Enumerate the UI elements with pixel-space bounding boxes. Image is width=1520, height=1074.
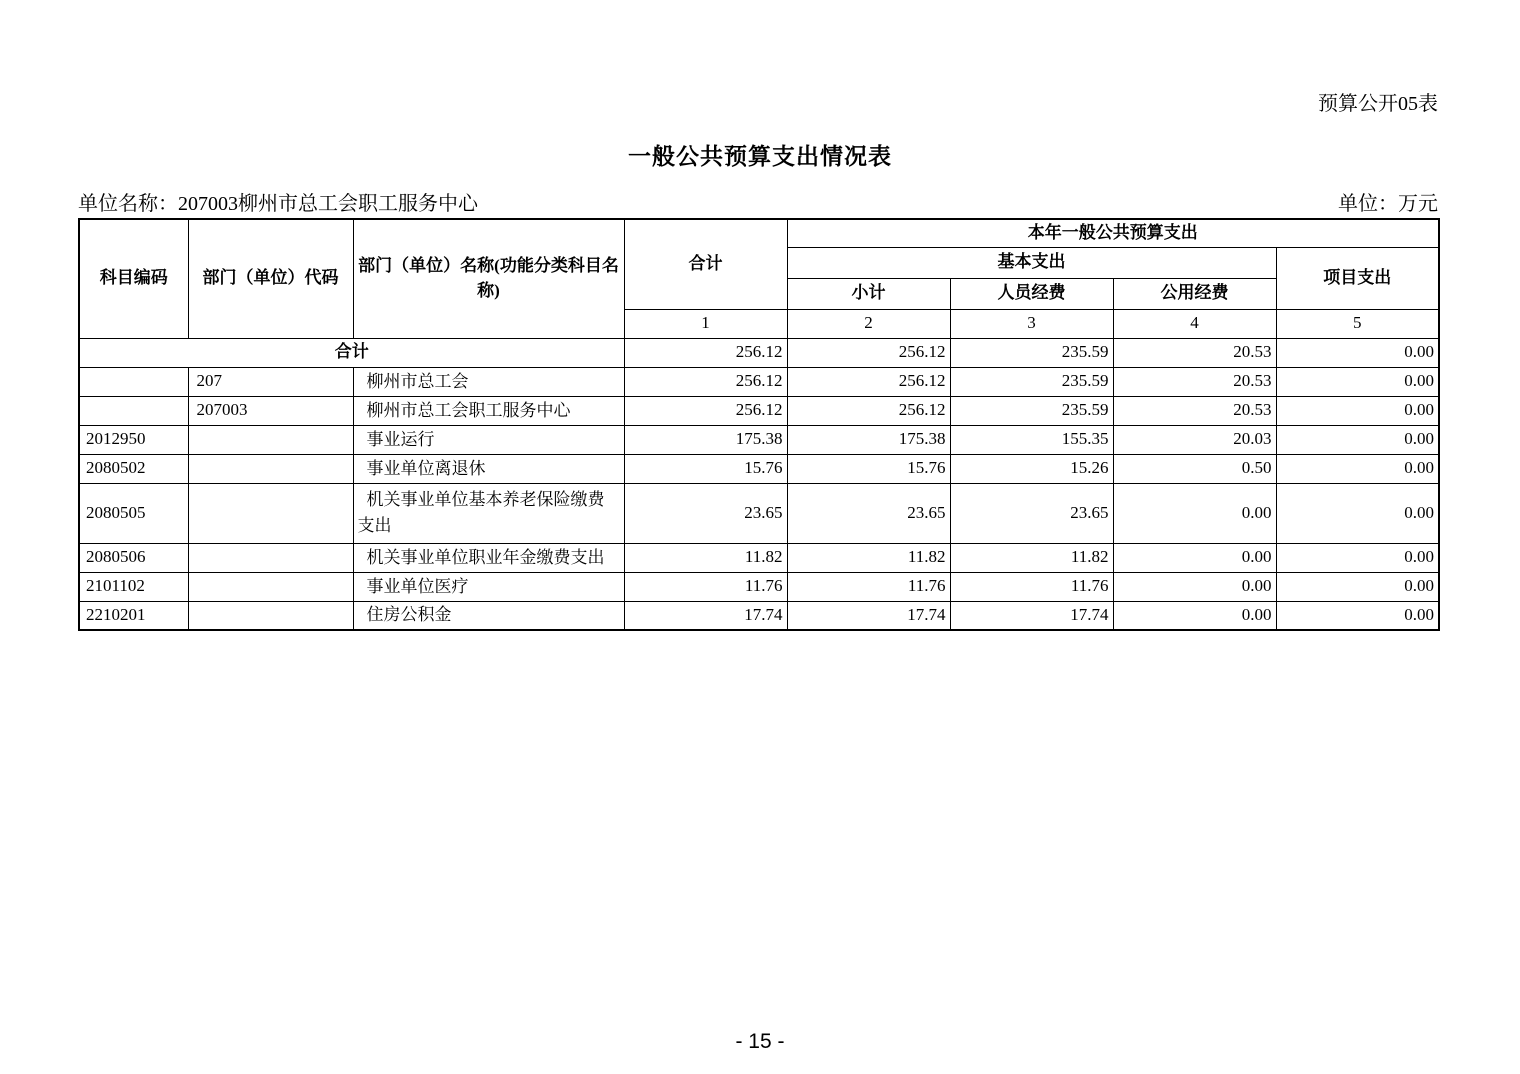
cell-personnel-expense: 15.26 — [950, 454, 1113, 483]
table-row — [79, 483, 1439, 543]
cell-total: 15.76 — [624, 454, 787, 483]
cell-dept-code — [188, 454, 353, 483]
budget-table — [78, 218, 1440, 631]
header-project-expenditure: 项目支出 — [1276, 247, 1439, 309]
cell-dept-name: 事业运行 — [353, 425, 624, 454]
cell-public-expense: 0.00 — [1113, 483, 1276, 543]
cell-subtotal: 175.38 — [787, 425, 950, 454]
cell-dept-code — [188, 572, 353, 601]
cell-subtotal: 256.12 — [787, 338, 950, 367]
cell-public-expense: 20.53 — [1113, 396, 1276, 425]
cell-total: 256.12 — [624, 367, 787, 396]
cell-grand-total-label: 合计 — [79, 338, 624, 367]
cell-total: 256.12 — [624, 338, 787, 367]
cell-subject-code: 2210201 — [79, 601, 188, 630]
cell-personnel-expense: 155.35 — [950, 425, 1113, 454]
cell-personnel-expense: 11.82 — [950, 543, 1113, 572]
cell-subtotal: 23.65 — [787, 483, 950, 543]
cell-subject-code: 2080505 — [79, 483, 188, 543]
header-dept-name: 部门（单位）名称(功能分类科目名称) — [353, 219, 624, 338]
page-title: 一般公共预算支出情况表 — [628, 144, 892, 169]
cell-project-expense: 0.00 — [1276, 483, 1439, 543]
form-number-label: 预算公开05表 — [1318, 93, 1438, 115]
cell-dept-code — [188, 425, 353, 454]
cell-personnel-expense: 23.65 — [950, 483, 1113, 543]
cell-public-expense: 20.03 — [1113, 425, 1276, 454]
table-row — [79, 601, 1439, 630]
meta-row — [78, 187, 1438, 216]
cell-dept-code: 207003 — [188, 396, 353, 425]
cell-subject-code: 2012950 — [79, 425, 188, 454]
cell-subtotal: 11.76 — [787, 572, 950, 601]
cell-total: 175.38 — [624, 425, 787, 454]
cell-subject-code: 2101102 — [79, 572, 188, 601]
header-total: 合计 — [624, 219, 787, 309]
cell-total: 11.82 — [624, 543, 787, 572]
cell-project-expense: 0.00 — [1276, 338, 1439, 367]
table-row — [79, 367, 1439, 396]
cell-subtotal: 256.12 — [787, 367, 950, 396]
header-dept-code: 部门（单位）代码 — [188, 219, 353, 338]
header-basic-expenditure: 基本支出 — [787, 247, 1276, 278]
cell-personnel-expense: 11.76 — [950, 572, 1113, 601]
cell-subject-code: 2080502 — [79, 454, 188, 483]
cell-public-expense: 0.00 — [1113, 601, 1276, 630]
cell-dept-name: 住房公积金 — [353, 601, 624, 630]
cell-subject-code — [79, 367, 188, 396]
cell-project-expense: 0.00 — [1276, 367, 1439, 396]
header-subtotal: 小计 — [787, 278, 950, 309]
table-row — [79, 454, 1439, 483]
unit-measure-label: 单位：万元 — [1338, 193, 1438, 215]
column-number-5: 5 — [1276, 309, 1439, 338]
header-subject-code: 科目编码 — [79, 219, 188, 338]
cell-subject-code — [79, 396, 188, 425]
table-row — [79, 543, 1439, 572]
cell-total: 23.65 — [624, 483, 787, 543]
column-number-3: 3 — [950, 309, 1113, 338]
page-number: - 15 - — [735, 1030, 785, 1053]
cell-project-expense: 0.00 — [1276, 543, 1439, 572]
header-public-expense: 公用经费 — [1113, 278, 1276, 309]
header-current-year-expenditure: 本年一般公共预算支出 — [787, 219, 1439, 247]
cell-public-expense: 0.50 — [1113, 454, 1276, 483]
table-row — [79, 396, 1439, 425]
cell-subtotal: 15.76 — [787, 454, 950, 483]
cell-project-expense: 0.00 — [1276, 572, 1439, 601]
cell-personnel-expense: 235.59 — [950, 396, 1113, 425]
cell-dept-name: 柳州市总工会职工服务中心 — [353, 396, 624, 425]
cell-total: 256.12 — [624, 396, 787, 425]
cell-project-expense: 0.00 — [1276, 454, 1439, 483]
column-number-1: 1 — [624, 309, 787, 338]
cell-public-expense: 0.00 — [1113, 543, 1276, 572]
header-personnel-expense: 人员经费 — [950, 278, 1113, 309]
cell-dept-code — [188, 543, 353, 572]
cell-total: 11.76 — [624, 572, 787, 601]
cell-project-expense: 0.00 — [1276, 425, 1439, 454]
cell-dept-code — [188, 601, 353, 630]
cell-dept-code: 207 — [188, 367, 353, 396]
cell-subtotal: 17.74 — [787, 601, 950, 630]
cell-dept-name: 事业单位医疗 — [353, 572, 624, 601]
cell-subject-code: 2080506 — [79, 543, 188, 572]
unit-name-label: 单位名称：207003柳州市总工会职工服务中心 — [78, 193, 478, 215]
cell-personnel-expense: 17.74 — [950, 601, 1113, 630]
cell-project-expense: 0.00 — [1276, 396, 1439, 425]
cell-personnel-expense: 235.59 — [950, 338, 1113, 367]
table-row-grand-total — [79, 338, 1439, 367]
cell-dept-name: 机关事业单位基本养老保险缴费支出 — [353, 483, 624, 543]
column-number-4: 4 — [1113, 309, 1276, 338]
cell-total: 17.74 — [624, 601, 787, 630]
cell-public-expense: 20.53 — [1113, 338, 1276, 367]
cell-personnel-expense: 235.59 — [950, 367, 1113, 396]
cell-dept-code — [188, 483, 353, 543]
cell-subtotal: 11.82 — [787, 543, 950, 572]
cell-public-expense: 20.53 — [1113, 367, 1276, 396]
table-row — [79, 572, 1439, 601]
cell-project-expense: 0.00 — [1276, 601, 1439, 630]
cell-subtotal: 256.12 — [787, 396, 950, 425]
header-row-1 — [79, 219, 1439, 247]
table-row — [79, 425, 1439, 454]
cell-dept-name: 事业单位离退休 — [353, 454, 624, 483]
cell-dept-name: 柳州市总工会 — [353, 367, 624, 396]
cell-dept-name: 机关事业单位职业年金缴费支出 — [353, 543, 624, 572]
column-number-2: 2 — [787, 309, 950, 338]
cell-public-expense: 0.00 — [1113, 572, 1276, 601]
